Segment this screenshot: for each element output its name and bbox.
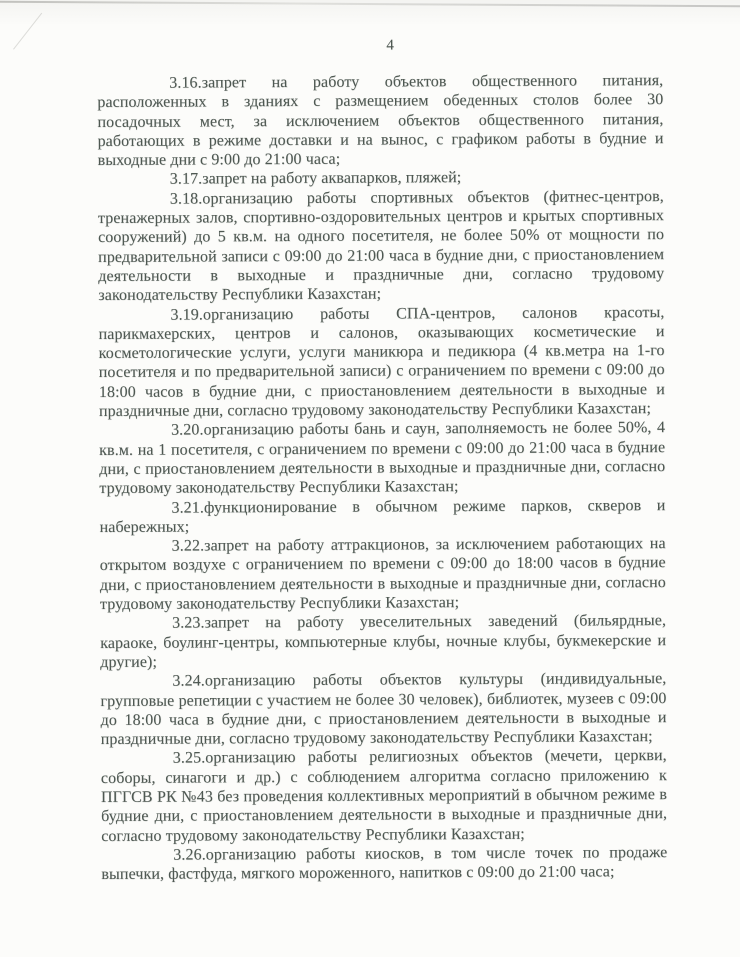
paragraph-3-26: 3.26.организацию работы киосков, в том числе точек по продаже выпечки, фастфуда, мягкого мороженного, напитков с 09:00 до 21:00 часа; bbox=[101, 843, 668, 884]
paragraph-3-17: 3.17.запрет на работу аквапарков, пляжей; bbox=[169, 169, 462, 189]
paragraph-3-22: 3.22.запрет на работу аттракционов, за исключением работающих на открытом воздухе с ограничением по времени с 09:00 до 18:00 часов в будние дни, с приостановлением деятельности в выходные и праздничные дни, согласно трудовому законодательству Республики Казахстан; bbox=[99, 535, 666, 614]
page-number: 4 bbox=[386, 37, 394, 54]
paragraph-3-20: 3.20.организацию работы бань и саун, заполняемость не более 50%, 4 кв.м. на 1 посетителя, с ограничением по времени с 09:00 до 21:00 часа в будние дни, с приостановлением деятельности в выходные и праздничные дни, согласно трудовому законодательству Республики Казахстан; bbox=[99, 419, 666, 498]
paragraph-3-24: 3.24.организацию работы объектов культуры (индивидуальные, групповые репетиции с участием не более 30 человек), библиотек, музеев с 09:00 до 18:00 часа в будние дни, с приостановлением деятельности в выходные и праздничные дни, согласно трудовому законодательству Республики Казахстан; bbox=[100, 670, 667, 749]
document-content bbox=[97, 35, 667, 884]
paragraph-3-18: 3.18.организацию работы спортивных объектов (фитнес-центров, тренажерных залов, спортивно-оздоровительных центров и крытых спортивных сооружений) до 5 кв.м. на одного посетителя, не более 50% от мощности по предварительной записи с 09:00 до 21:00 часа в будние дни, с приостановлением деятельности в выходные и праздничные дни, согласно трудовому законодательству Республики Казахстан; bbox=[97, 187, 665, 305]
paragraph-3-23: 3.23.запрет на работу увеселительных заведений (бильярдные, караоке, боулинг-центры, компьютерные клубы, ночные клубы, букмекерские и другие); bbox=[100, 612, 667, 671]
paragraph-3-16: 3.16.запрет на работу объектов общественного питания, расположенных в зданиях с размещением обеденных столов более 30 посадочных мест, за исключением объектов общественного питания, работающих в режиме доставки и на вынос, с графиком работы в будние и выходные дни с 9:00 до 21:00 часа; bbox=[97, 72, 664, 170]
paragraph-3-21: 3.21.функционирование в обычном режиме парков, скверов и набережных; bbox=[99, 496, 666, 536]
paragraph-3-19: 3.19.организацию работы СПА-центров, салонов красоты, парикмахерских, центров и салонов, оказывающих косметические и косметологические услуги, услуги маникюра и педикюра (4 кв.метра на 1-го посетителя и по предварительной записи) с ограничением по времени с 09:00 до 18:00 часов в будние дни, с приостановлением деятельности в выходные и праздничные дни, согласно трудовому законодательству Республики Казахстан; bbox=[98, 303, 665, 421]
paragraph-3-25: 3.25.организацию работы религиозных объектов (мечети, церкви, соборы, синагоги и др.) с соблюдением алгоритма согласно приложению к ПГГСВ РК №43 без проведения коллективных мероприятий в обычном режиме в будние дни, с приостановлением деятельности в выходные и праздничные дни, согласно трудовому законодательству Республики Казахстан; bbox=[100, 747, 668, 845]
